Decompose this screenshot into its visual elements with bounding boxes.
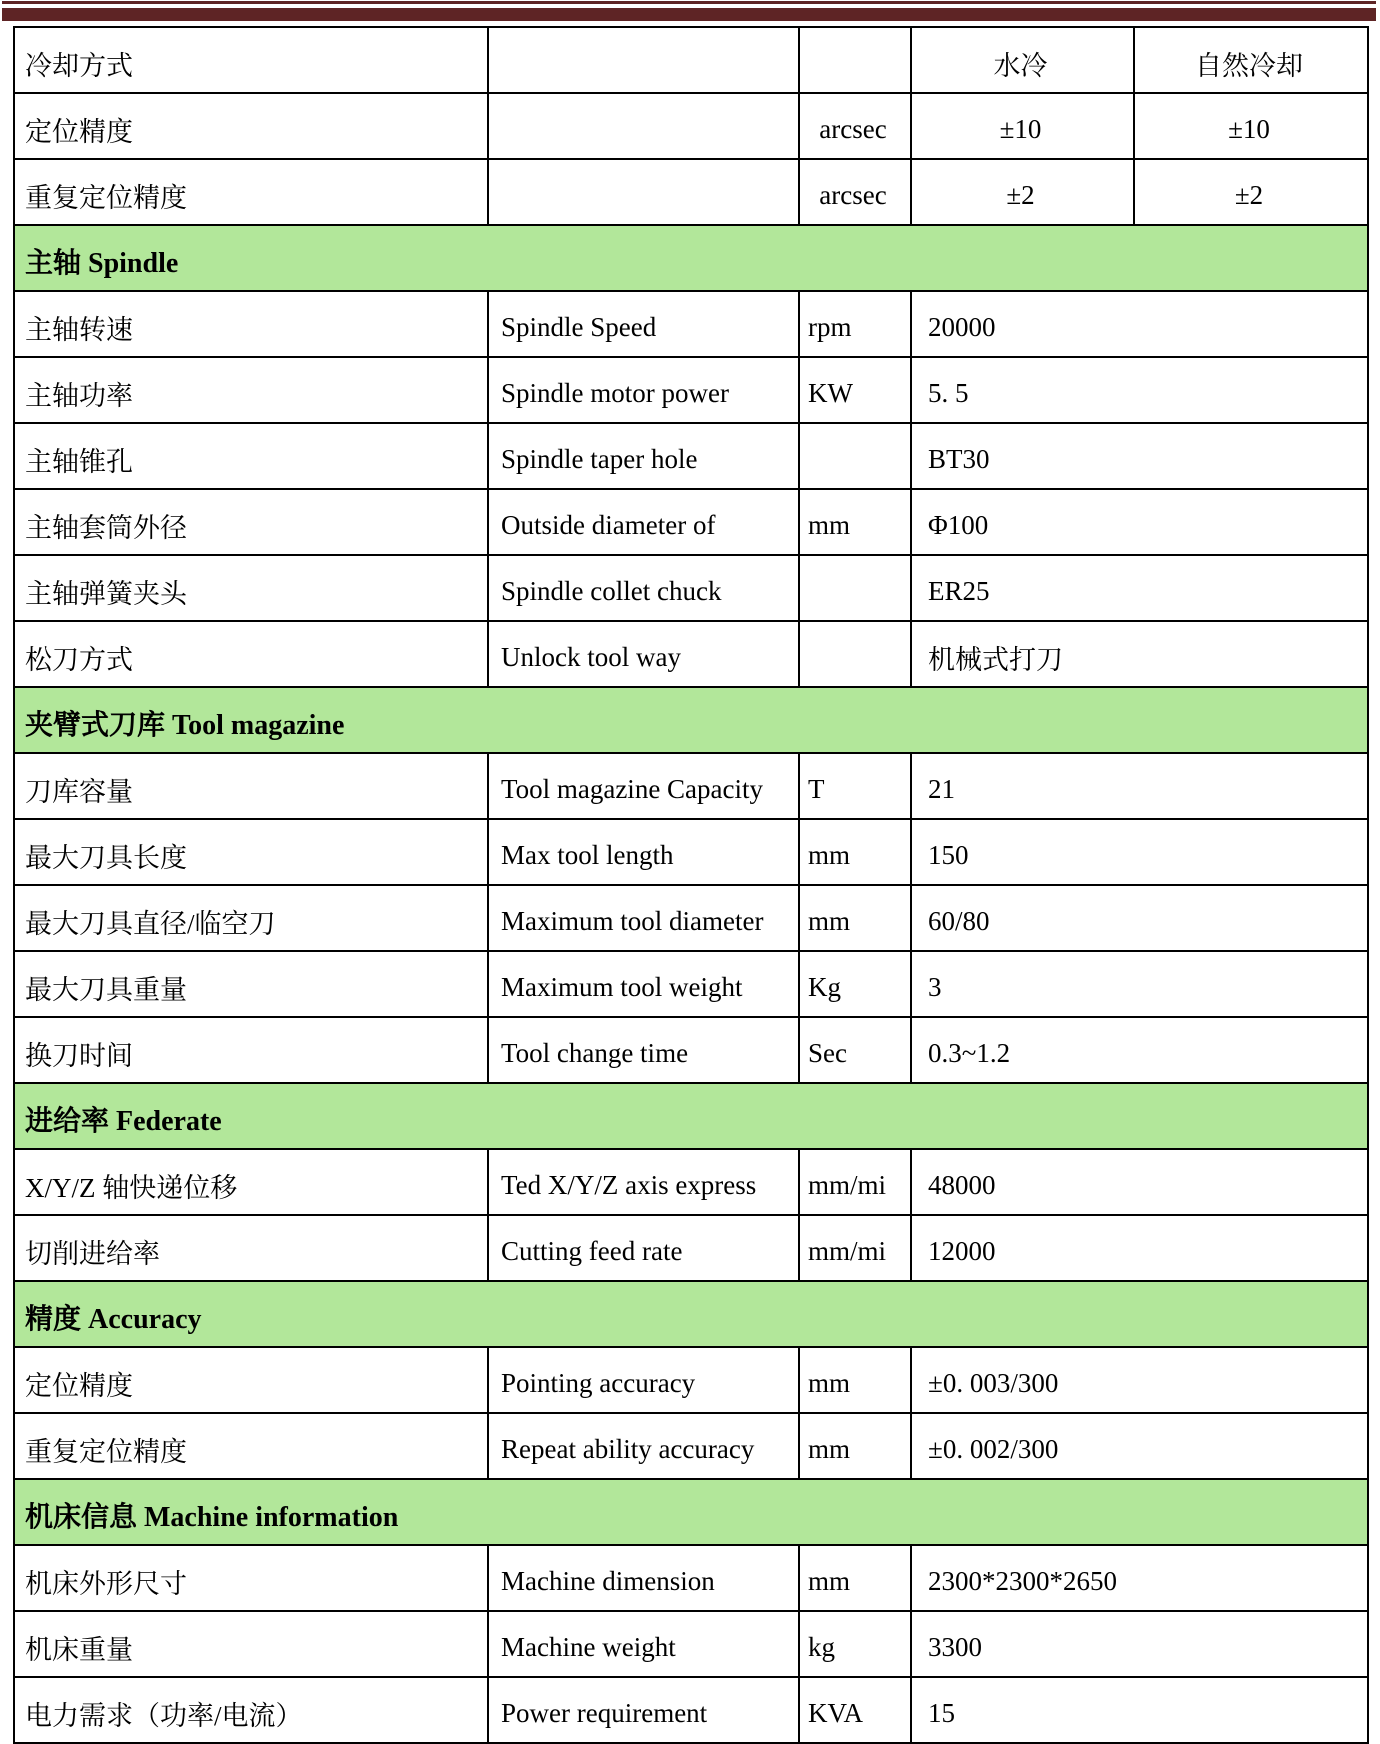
- cell-value: 20000: [911, 291, 1368, 357]
- cell-value: 60/80: [911, 885, 1368, 951]
- cell-value: 3300: [911, 1611, 1368, 1677]
- cell-unit: KW: [799, 357, 911, 423]
- table-row: [14, 357, 1368, 423]
- section-header-federate: [14, 1083, 1368, 1149]
- cell-en: Spindle taper hole: [488, 423, 799, 489]
- cell-cn: 电力需求（功率/电流）: [14, 1677, 488, 1743]
- cell-cn: 最大刀具直径/临空刀: [14, 885, 488, 951]
- table-row: [14, 423, 1368, 489]
- table-row: [14, 1149, 1368, 1215]
- table-row: [14, 1611, 1368, 1677]
- table-row: [14, 753, 1368, 819]
- cell-unit: T: [799, 753, 911, 819]
- cell-unit: mm: [799, 819, 911, 885]
- table-row: [14, 159, 1368, 225]
- cell-value: 12000: [911, 1215, 1368, 1281]
- section-header-tool-magazine: [14, 687, 1368, 753]
- table-row: [14, 1017, 1368, 1083]
- cell-cn: 最大刀具重量: [14, 951, 488, 1017]
- cell-value-water-cooling: 水冷: [911, 27, 1134, 93]
- table-row: [14, 621, 1368, 687]
- table-row: [14, 555, 1368, 621]
- cell-cn: 重复定位精度: [14, 1413, 488, 1479]
- cell-en: Outside diameter of: [488, 489, 799, 555]
- cell-en: Unlock tool way: [488, 621, 799, 687]
- cell-en: Machine dimension: [488, 1545, 799, 1611]
- table-row: [14, 93, 1368, 159]
- cell-value: BT30: [911, 423, 1368, 489]
- cell-value: 48000: [911, 1149, 1368, 1215]
- cell-en: Repeat ability accuracy: [488, 1413, 799, 1479]
- cell-value: 15: [911, 1677, 1368, 1743]
- top-rule-thin: [2, 1, 1376, 4]
- table-row: [14, 1413, 1368, 1479]
- cell-en: Spindle collet chuck: [488, 555, 799, 621]
- table-row: [14, 27, 1368, 93]
- cell-value: 150: [911, 819, 1368, 885]
- cell-value: 机械式打刀: [911, 621, 1368, 687]
- cell-cn: 松刀方式: [14, 621, 488, 687]
- cell-value: ER25: [911, 555, 1368, 621]
- cell-cn: X/Y/Z 轴快递位移: [14, 1149, 488, 1215]
- cell-value: 2300*2300*2650: [911, 1545, 1368, 1611]
- cell-unit: arcsec: [799, 159, 911, 225]
- spec-table: [13, 26, 1369, 1744]
- cell-value: 21: [911, 753, 1368, 819]
- cell-cn: 主轴弹簧夹头: [14, 555, 488, 621]
- cell-cn: 切削进给率: [14, 1215, 488, 1281]
- cell-en: [488, 159, 799, 225]
- cell-unit: [799, 27, 911, 93]
- table-row: [14, 489, 1368, 555]
- cell-cn: 定位精度: [14, 1347, 488, 1413]
- table-row: [14, 1215, 1368, 1281]
- cell-en: Maximum tool weight: [488, 951, 799, 1017]
- section-header-machine-information: [14, 1479, 1368, 1545]
- cell-unit: Sec: [799, 1017, 911, 1083]
- table-row: [14, 1677, 1368, 1743]
- cell-en: Tool magazine Capacity: [488, 753, 799, 819]
- cell-value: 5. 5: [911, 357, 1368, 423]
- cell-en: [488, 27, 799, 93]
- table-row: [14, 819, 1368, 885]
- cell-unit: [799, 621, 911, 687]
- cell-cn: 主轴锥孔: [14, 423, 488, 489]
- cell-en: Pointing accuracy: [488, 1347, 799, 1413]
- cell-en: Machine weight: [488, 1611, 799, 1677]
- cell-value-natural-cooling: 自然冷却: [1134, 27, 1368, 93]
- cell-cn: 换刀时间: [14, 1017, 488, 1083]
- table-row: [14, 885, 1368, 951]
- cell-en: Maximum tool diameter: [488, 885, 799, 951]
- cell-en: Cutting feed rate: [488, 1215, 799, 1281]
- table-row: [14, 1347, 1368, 1413]
- cell-value: ±2: [911, 159, 1134, 225]
- section-title: 机床信息 Machine information: [14, 1479, 1368, 1545]
- cell-value: 3: [911, 951, 1368, 1017]
- cell-unit: mm: [799, 1347, 911, 1413]
- cell-unit: mm/mi: [799, 1215, 911, 1281]
- cell-value: ±10: [1134, 93, 1368, 159]
- cell-value: ±2: [1134, 159, 1368, 225]
- cell-unit: [799, 555, 911, 621]
- cell-cn: 机床重量: [14, 1611, 488, 1677]
- cell-unit: KVA: [799, 1677, 911, 1743]
- section-title: 精度 Accuracy: [14, 1281, 1368, 1347]
- cell-unit: arcsec: [799, 93, 911, 159]
- section-header-accuracy: [14, 1281, 1368, 1347]
- cell-unit: mm/mi: [799, 1149, 911, 1215]
- cell-unit: mm: [799, 1545, 911, 1611]
- cell-value: 0.3~1.2: [911, 1017, 1368, 1083]
- cell-en: [488, 93, 799, 159]
- cell-en: Spindle Speed: [488, 291, 799, 357]
- cell-value: Φ100: [911, 489, 1368, 555]
- section-title: 夹臂式刀库 Tool magazine: [14, 687, 1368, 753]
- cell-en: Tool change time: [488, 1017, 799, 1083]
- cell-cn: 重复定位精度: [14, 159, 488, 225]
- section-title: 进给率 Federate: [14, 1083, 1368, 1149]
- cell-en: Power requirement: [488, 1677, 799, 1743]
- cell-en: Ted X/Y/Z axis express: [488, 1149, 799, 1215]
- cell-cn: 主轴功率: [14, 357, 488, 423]
- section-title: 主轴 Spindle: [14, 225, 1368, 291]
- top-rule-bar: [2, 8, 1376, 21]
- cell-unit: mm: [799, 489, 911, 555]
- cell-unit: mm: [799, 885, 911, 951]
- cell-cn: 主轴转速: [14, 291, 488, 357]
- cell-cn: 定位精度: [14, 93, 488, 159]
- cell-cn: 刀库容量: [14, 753, 488, 819]
- table-row: [14, 291, 1368, 357]
- cell-value: ±0. 002/300: [911, 1413, 1368, 1479]
- cell-unit: kg: [799, 1611, 911, 1677]
- cell-cn: 主轴套筒外径: [14, 489, 488, 555]
- section-header-spindle: [14, 225, 1368, 291]
- cell-en: Max tool length: [488, 819, 799, 885]
- table-row: [14, 1545, 1368, 1611]
- cell-unit: Kg: [799, 951, 911, 1017]
- cell-unit: [799, 423, 911, 489]
- cell-cn: 冷却方式: [14, 27, 488, 93]
- cell-value: ±0. 003/300: [911, 1347, 1368, 1413]
- cell-cn: 最大刀具长度: [14, 819, 488, 885]
- cell-en: Spindle motor power: [488, 357, 799, 423]
- table-row: [14, 951, 1368, 1017]
- cell-unit: rpm: [799, 291, 911, 357]
- cell-value: ±10: [911, 93, 1134, 159]
- cell-cn: 机床外形尺寸: [14, 1545, 488, 1611]
- cell-unit: mm: [799, 1413, 911, 1479]
